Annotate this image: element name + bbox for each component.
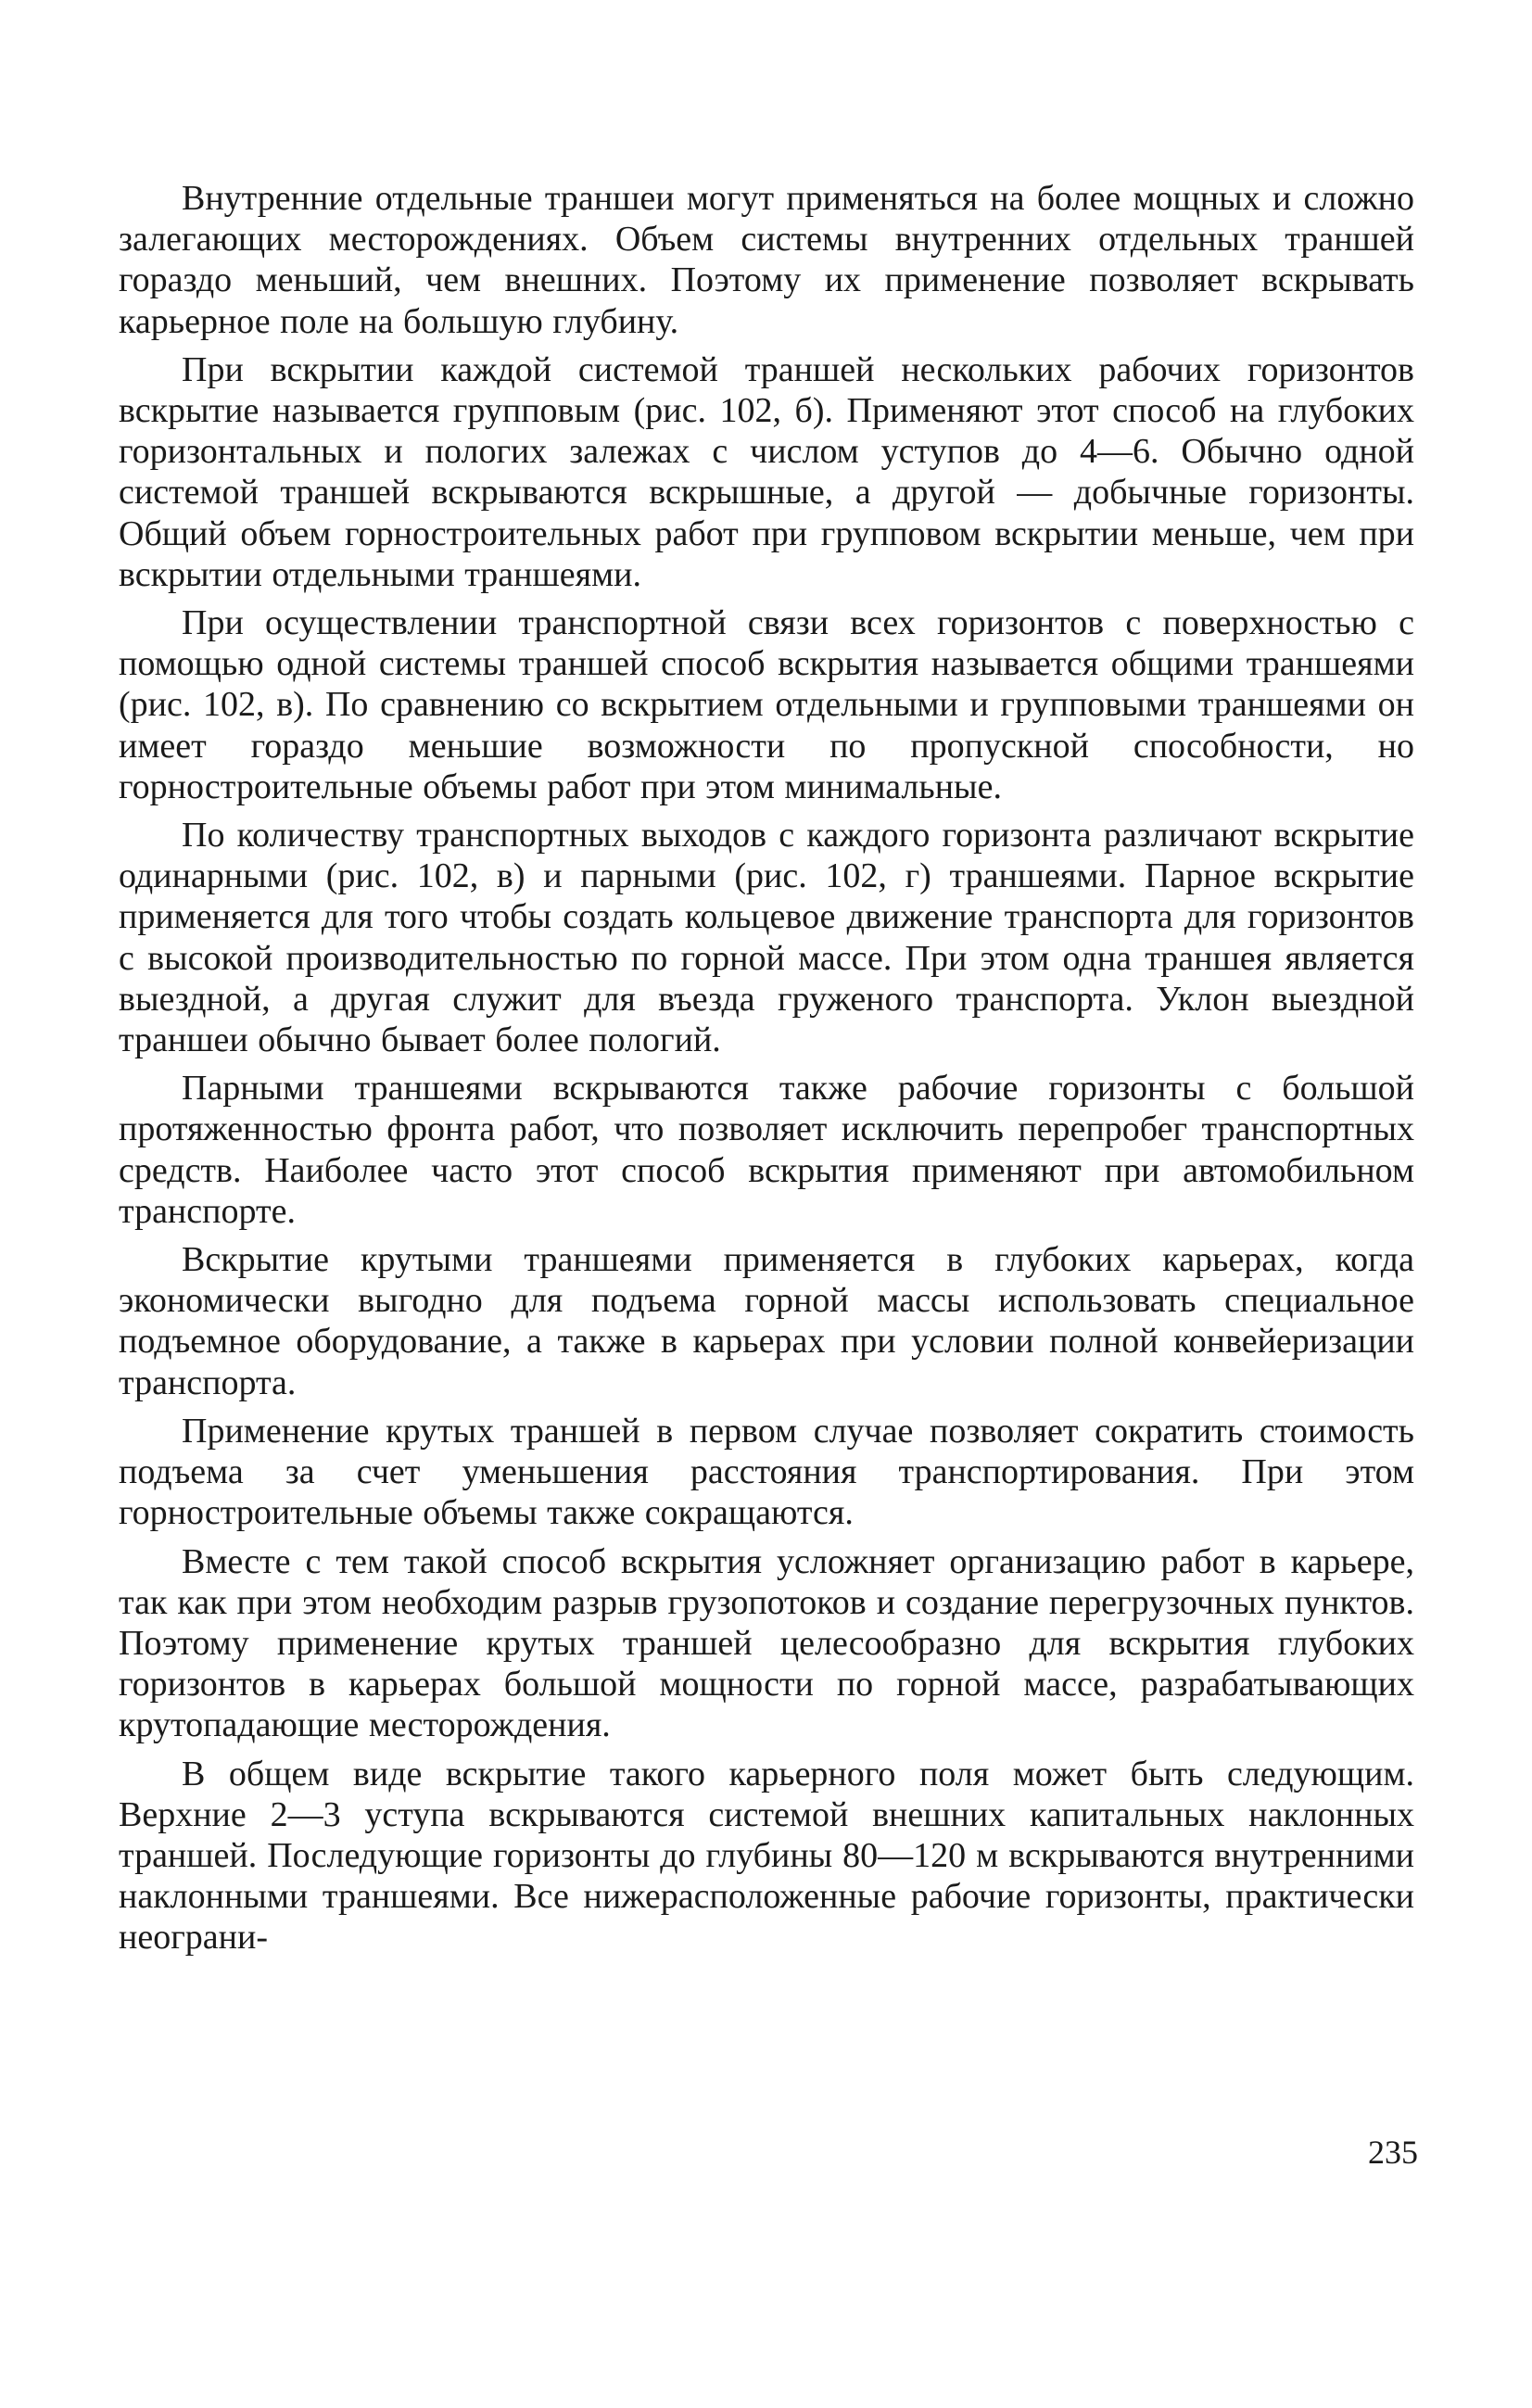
paragraph-3: При осуществлении транспортной связи всех горизонтов с поверхностью с помощью одной системы траншей способ вскрытия называется общими траншеями (рис. 102, в). По сравнению со вскрытием отдельными и групповыми траншеями он имеет гораздо меньшие возможности по пропускной способности, но горностроительные объемы работ при этом минимальные. xyxy=(119,603,1414,806)
paragraph-1: Внутренние отдельные траншеи могут применяться на более мощных и сложно залегающих месторождениях. Объем системы внутренних отдельных траншей гораздо меньший, чем внешних. Поэтому их применение позволяет вскрывать карьерное поле на большую глубину. xyxy=(119,179,1414,341)
paragraph-7: Применение крутых траншей в первом случае позволяет сократить стоимость подъема за счет уменьшения расстояния транспортирования. При этом горностроительные объемы также сокращаются. xyxy=(119,1411,1414,1533)
paragraph-4: По количеству транспортных выходов с каждого горизонта различают вскрытие одинарными (рис. 102, в) и парными (рис. 102, г) траншеями. Парное вскрытие применяется для того чтобы создать кольцевое движение транспорта для горизонтов с высокой производительностью по горной массе. При этом одна траншея является выездной, а другая служит для въезда груженого транспорта. Уклон выездной траншеи обычно бывает более пологий. xyxy=(119,816,1414,1060)
paragraph-5: Парными траншеями вскрываются также рабочие горизонты с большой протяженностью фронта работ, что позволяет исключить перепробег транспортных средств. Наиболее часто этот способ вскрытия применяют при автомобильном транспорте. xyxy=(119,1069,1414,1231)
page-number: 235 xyxy=(1368,2134,1418,2171)
page-body xyxy=(119,178,1414,1966)
paragraph-2: При вскрытии каждой системой траншей нескольких рабочих горизонтов вскрытие называется групповым (рис. 102, б). Применяют этот способ на глубоких горизонтальных и пологих залежах с числом уступов до 4—6. Обычно одной системой траншей вскрываются вскрышные, а другой — добычные горизонты. Общий объем горностроительных работ при групповом вскрытии меньше, чем при вскрытии отдельными траншеями. xyxy=(119,349,1414,594)
paragraph-8: Вместе с тем такой способ вскрытия усложняет организацию работ в карьере, так как при этом необходим разрыв грузопотоков и создание перегрузочных пунктов. Поэтому применение крутых траншей целесообразно для вскрытия глубоких горизонтов в карьерах большой мощности по горной массе, разрабатывающих крутопадающие месторождения. xyxy=(119,1541,1414,1745)
paragraph-9: В общем виде вскрытие такого карьерного поля может быть следующим. Верхние 2—3 уступа вскрываются системой внешних капитальных наклонных траншей. Последующие горизонты до глубины 80—120 м вскрываются внутренними наклонными траншеями. Все нижерасположенные рабочие горизонты, практически неограни- xyxy=(119,1754,1414,1958)
paragraph-6: Вскрытие крутыми траншеями применяется в глубоких карьерах, когда экономически выгодно для подъема горной массы использовать специальное подъемное оборудование, а также в карьерах при условии полной конвейеризации транспорта. xyxy=(119,1240,1414,1402)
